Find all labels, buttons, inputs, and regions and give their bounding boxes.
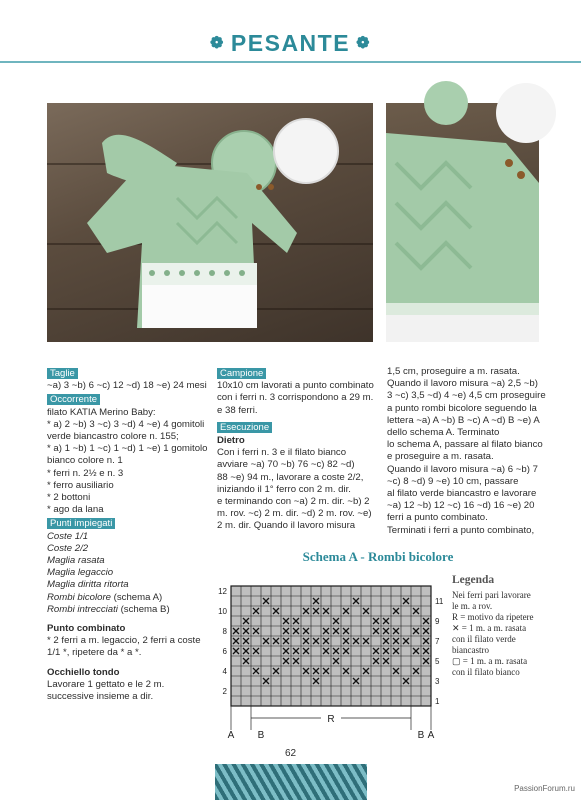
schema-title: Schema A - Rombi bicolore [302,549,454,564]
column-continued-text [387,366,546,537]
stitch-name: Rombi intrecciati [47,603,118,615]
legend-title: Legenda [452,574,495,586]
campione-line: 10x10 cm lavorati a punto combinato [217,380,374,392]
dietro-line: m. rov. ~c) 2 m. dir. ~d) 2 m. rov. ~e) [217,508,372,520]
legend-line: R = motivo da ripetere [452,612,534,622]
chart-row-number: 3 [435,677,440,686]
punto-combinato-line: 1/1 *, ripetere da * a *. [47,647,142,659]
watermark: PassionForum.ru [514,784,575,793]
chart-row-number: 1 [435,697,440,706]
column-campione [217,366,377,533]
occorrente-line: bianco colore n. 1 [47,455,123,467]
chart-row-number: 9 [435,617,440,626]
stitch-list-item [47,604,207,616]
legend-line: le m. a rov. [452,601,493,611]
subheading-dietro: Dietro [217,435,245,447]
instruction-line: ~a) 12 ~b) 12 ~c) 16 ~d) 16 ~e) 20 [387,500,535,512]
punto-combinato-line: * 2 ferri a m. legaccio, 2 ferri a coste [47,635,201,647]
legend-line: con il filato verde [452,634,516,644]
chart-row-number: 8 [222,627,227,636]
title-text: PESANTE [230,30,351,56]
taglie-line: ~a) 3 ~b) 6 ~c) 12 ~d) 18 ~e) 24 mesi [47,380,207,392]
campione-line: con i ferri n. 3 corrispondono a 29 m. [217,392,374,404]
legend-line: biancastro [452,645,489,655]
instruction-line: lo schema A, passare al filato bianco [387,439,543,451]
section-heading-esecuzione: Esecuzione [217,422,272,433]
instruction-line: Quando il lavoro misura ~a) 6 ~b) 7 [387,463,538,475]
occorrente-line: * a) 2 ~b) 3 ~c) 3 ~d) 4 ~e) 4 gomitoli [47,418,205,430]
stitch-list-item [47,531,207,543]
chart-bottom-label: A [227,730,235,741]
occorrente-line: * a) 1 ~b) 1 ~c) 1 ~d) 1 ~e) 1 gomitolo [47,443,208,455]
occorrente-line: * ferri n. 2½ e n. 3 [47,467,124,479]
instruction-line: e proseguire a m. rasata. [387,451,494,463]
occorrente-line: * ago da lana [47,504,104,516]
section-heading-campione: Campione [217,368,266,379]
instruction-line: a punto rombi bicolore seguendo la [387,402,537,414]
dietro-line: iniziando il 1° ferro con 2 m. dir. [217,483,351,495]
chart-row-number: 6 [222,647,227,656]
occorrente-line: verde biancastro colore n. 155; [47,431,179,443]
stitch-list-item [47,555,207,567]
stitch-texture-strip [215,764,367,800]
occorrente-line: * 2 bottoni [47,492,91,504]
stitch-list-item [47,579,207,591]
instruction-line: dello schema A. Terminato [387,427,500,439]
stitch-list-item [47,567,207,579]
legend-line: con il filato bianco [452,667,520,677]
section-heading-punti: Punti impiegati [47,518,115,529]
chart-bottom-label: B [417,730,425,741]
legend-line: Nei ferri pari lavorare [452,590,531,600]
column-materials [47,366,207,703]
section-heading-occorrente: Occorrente [47,394,100,405]
instruction-line: 1,5 cm, proseguire a m. rasata. [387,366,520,377]
dietro-line: avviare ~a) 70 ~b) 76 ~c) 82 ~d) [217,459,355,471]
stitch-reference: (schema B) [117,603,170,615]
instruction-line: al filato verde biancastro e lavorare [387,488,537,500]
occhiello-line: Lavorare 1 gettato e le 2 m. [47,678,165,690]
stitch-list-item [47,592,207,604]
subheading-occhiello: Occhiello tondo [47,666,120,678]
chart-bottom-label: A [427,730,435,741]
legend-line: ✕ = 1 m. a m. rasata [452,623,527,633]
stitch-list-item [47,543,207,555]
dietro-line: Con i ferri n. 3 e il filato bianco [217,447,347,459]
chart-row-number: 4 [222,667,227,676]
instruction-line: 3 ~c) 3,5 ~d) 4 ~e) 4,5 cm proseguire [387,390,546,402]
page-title [0,30,581,57]
page-header [0,0,581,64]
legend-line: ▢ = 1 m. a m. rasata [452,656,528,666]
dietro-line: e terminando con ~a) 2 m. dir. ~b) 2 [217,496,370,508]
page-number: 62 [284,748,297,759]
legend [452,575,547,678]
sweater-photo-main [47,103,373,342]
stitch-name: Maglia diritta ritorta [47,579,129,591]
flower-ornament-icon: ❁ [210,35,225,52]
occorrente-line: filato KATIA Merino Baby: [47,406,156,418]
stitch-name: Coste 2/2 [47,542,89,554]
chart-row-number: 12 [218,587,227,596]
stitch-name: Maglia rasata [47,555,105,567]
chart-row-number: 7 [435,637,440,646]
stitch-name: Coste 1/1 [47,530,89,542]
chart-row-number: 10 [218,607,227,616]
instruction-line: ferri a punto combinato. [387,512,488,524]
instruction-line: lettera ~a) A ~b) B ~c) A ~d) B ~e) A [387,414,540,426]
stitch-reference: (schema A) [111,591,163,603]
chart-row-number: 2 [222,687,227,696]
instruction-line: Terminati i ferri a punto combinato, [387,524,535,536]
instruction-line: ~c) 8 ~d) 9 ~e) 10 cm, passare [387,475,519,487]
chart-row-number: 11 [435,597,444,606]
instruction-line: Quando il lavoro misura ~a) 2,5 ~b) [387,378,538,390]
campione-line: e 38 ferri. [217,404,258,416]
chart-row-number: 5 [435,657,440,666]
dietro-line: 2 m. dir. Quando il lavoro misura [217,520,356,532]
dietro-line: 88 ~e) 94 m., lavorare a coste 2/2, [217,471,364,483]
flower-ornament-icon: ❁ [356,35,371,52]
section-heading-taglie: Taglie [47,368,78,379]
subheading-punto-combinato: Punto combinato [47,623,126,635]
stitch-name: Maglia legaccio [47,567,114,579]
chart-bottom-label: R [327,714,335,725]
occorrente-line: * ferro ausiliario [47,479,114,491]
stitch-name: Rombi bicolore [47,591,111,603]
sweater-photo-detail [386,103,539,342]
occhiello-line: successive insieme a dir. [47,691,154,703]
knitting-chart [213,578,449,741]
header-divider [0,61,581,63]
chart-bottom-label: B [257,730,265,741]
